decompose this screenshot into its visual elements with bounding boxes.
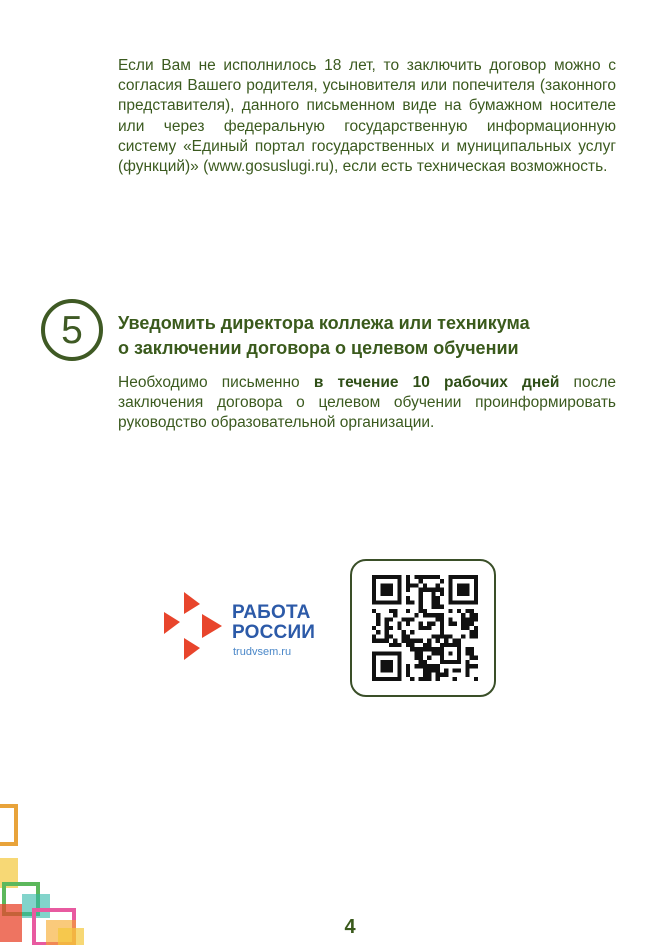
logo-url: trudvsem.ru [233, 646, 292, 658]
intro-paragraph [118, 56, 616, 177]
step-paragraph [118, 373, 616, 432]
intro-line: систему «Единый портал государственных и муниципальных [118, 137, 572, 155]
step-heading [118, 311, 618, 361]
rabota-rossii-arrows-icon [164, 592, 226, 662]
qr-code-icon [372, 575, 478, 681]
logo-title [232, 603, 315, 643]
qr-code-frame[interactable] [350, 559, 496, 697]
step-text-deadline: в течение 10 рабочих дней [313, 374, 560, 391]
logo-title-line: РАБОТА [232, 602, 311, 623]
step-heading-line: Уведомить директора коллежа или техникума [118, 313, 530, 333]
intro-line: услуг (функций)» (www.gosuslugi.ru), если есть техническая [118, 137, 616, 176]
logo-title-line: РОССИИ [232, 622, 316, 643]
intro-line: или через федеральную государственную информационную [118, 117, 616, 135]
decorative-squares [0, 800, 90, 945]
step-text-after: после заключения договора о целевом обучении проинформировать руководство образовательной организации. [118, 374, 616, 431]
intro-line: можно с согласия Вашего родителя, усыновителя или [118, 57, 617, 95]
step-heading-line: о заключении договора о целевом обучении [118, 338, 519, 358]
rabota-rossii-logo[interactable] [164, 592, 324, 662]
page-number: 4 [344, 916, 356, 938]
intro-line: возможность. [509, 158, 608, 176]
step-number-badge: 5 [41, 299, 103, 361]
intro-line: попечителя (законного представителя), данного [118, 77, 616, 115]
intro-line: письменном виде на бумажном носителе [306, 97, 616, 115]
step-text-before: Необходимо письменно [118, 374, 314, 391]
intro-line: Если Вам не исполнилось 18 лет, то заключить договор [118, 57, 547, 74]
